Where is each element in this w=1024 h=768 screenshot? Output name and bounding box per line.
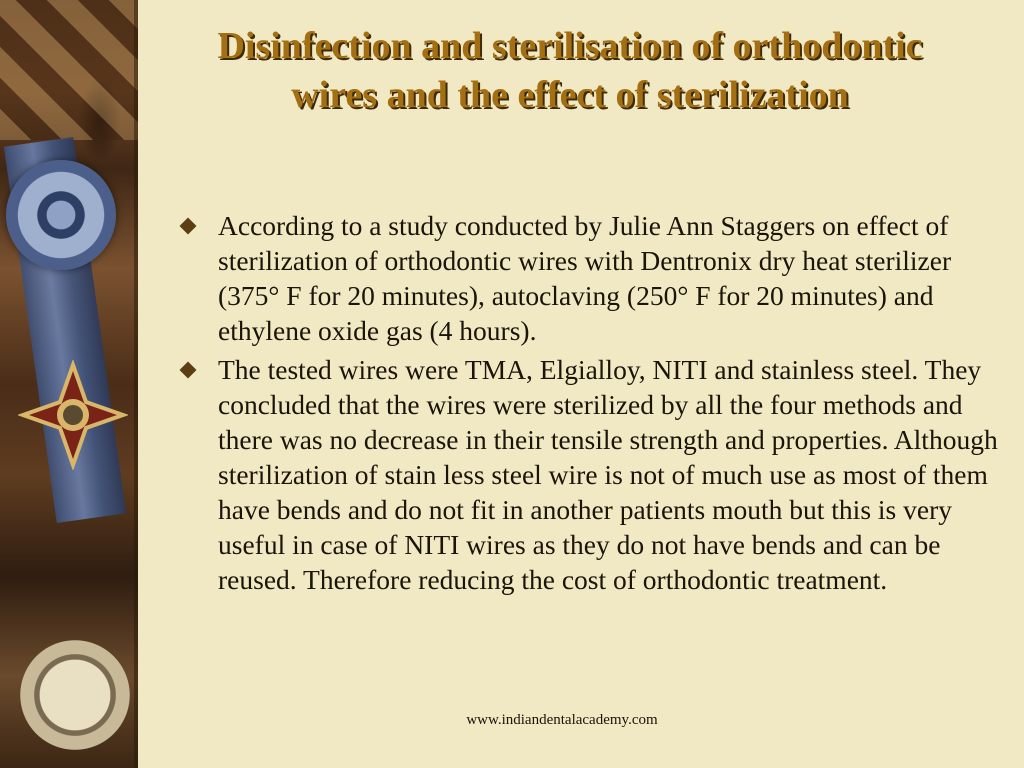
list-item <box>180 352 1010 597</box>
bullet-text: The tested wires were TMA, Elgialloy, NITI and stainless steel. They concluded that the wires were sterilized by all the four methods and there was no decrease in their tensile strength and properties. Although sterilization of stain less steel wire is not of much use as most of them have bends and do not fit in another patients mouth but this is very useful in case of NITI wires as they do not have bends and can be reused. Therefore reducing the cost of orthodontic treatment. <box>218 354 998 595</box>
slide-title: Disinfection and sterilisation of orthodontic wires and the effect of sterilization <box>217 25 923 117</box>
checker-pattern <box>0 0 138 140</box>
rosette-graphic <box>6 160 116 270</box>
diamond-bullet-icon <box>180 218 197 235</box>
list-item <box>180 208 1010 348</box>
decorative-side-image <box>0 0 138 768</box>
medal-cross-icon <box>18 360 128 470</box>
side-image-edge <box>134 0 138 768</box>
compass-graphic <box>20 640 130 750</box>
diamond-bullet-icon <box>180 362 197 379</box>
bullet-list <box>180 208 1010 601</box>
footer-url: www.indiandentalacademy.com <box>466 712 658 728</box>
bullet-text: According to a study conducted by Julie Ann Staggers on effect of sterilization of orthodontic wires with Dentronix dry heat sterilizer (375° F for 20 minutes), autoclaving (250° F for 20 minutes) and ethylene oxide gas (4 hours). <box>218 210 952 346</box>
